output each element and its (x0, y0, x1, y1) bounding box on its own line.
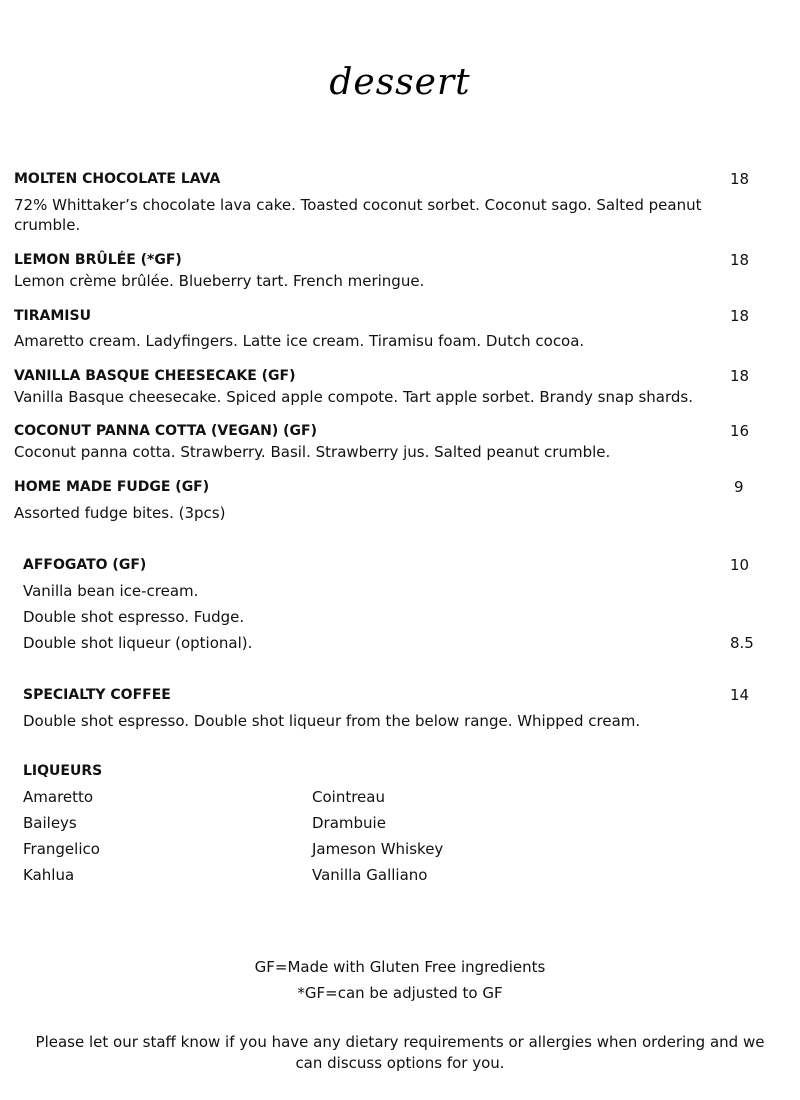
item-price: 18 (730, 170, 750, 188)
gf-note: GF=Made with Gluten Free ingredients (254, 958, 546, 976)
item-price: 18 (730, 367, 750, 385)
dietary-note: Please let our staff know if you have any dietary requirements or allergies when ordering and we can discuss options for you. (35, 1033, 765, 1072)
item-name: VANILLA BASQUE CHEESECAKE (GF) (14, 368, 296, 384)
item-description: 72% Whittaker’s chocolate lava cake. Toasted coconut sorbet. Coconut sago. Salted peanut crumble. (14, 196, 702, 234)
item-name: LEMON BRÛLÉE (*GF) (14, 252, 182, 268)
item-name: HOME MADE FUDGE (GF) (14, 479, 210, 495)
item-price: 9 (734, 478, 744, 496)
item-name: TIRAMISU (14, 308, 91, 324)
liqueur-item: Baileys (23, 814, 77, 832)
specialty-coffee-name: SPECIALTY COFFEE (23, 687, 171, 703)
item-price: 18 (730, 251, 750, 269)
item-description: Lemon crème brûlée. Blueberry tart. French meringue. (14, 272, 425, 290)
item-name: COCONUT PANNA COTTA (VEGAN) (GF) (14, 423, 317, 439)
liqueur-item: Amaretto (23, 788, 94, 806)
item-description: Amaretto cream. Ladyfingers. Latte ice cream. Tiramisu foam. Dutch cocoa. (14, 332, 585, 350)
specialty-coffee-price: 14 (730, 686, 750, 704)
specialty-coffee-description: Double shot espresso. Double shot liqueur from the below range. Whipped cream. (23, 712, 641, 730)
affogato-line: Double shot liqueur (optional). (23, 634, 253, 652)
item-price: 16 (730, 422, 750, 440)
liqueur-item: Kahlua (23, 866, 75, 884)
item-description: Vanilla Basque cheesecake. Spiced apple compote. Tart apple sorbet. Brandy snap shards. (14, 388, 694, 406)
liqueur-item: Vanilla Galliano (312, 866, 428, 884)
affogato-name: AFFOGATO (GF) (23, 557, 147, 573)
item-name: MOLTEN CHOCOLATE LAVA (14, 171, 221, 187)
item-price: 18 (730, 307, 750, 325)
item-description: Coconut panna cotta. Strawberry. Basil. Strawberry jus. Salted peanut crumble. (14, 443, 611, 461)
affogato-price: 10 (730, 556, 750, 574)
liqueur-item: Frangelico (23, 840, 100, 858)
liqueur-item: Cointreau (312, 788, 385, 806)
affogato-line: Double shot espresso. Fudge. (23, 608, 245, 626)
affogato-line: Vanilla bean ice-cream. (23, 582, 199, 600)
liqueurs-heading: LIQUEURS (23, 763, 103, 779)
item-description: Assorted fudge bites. (3pcs) (14, 504, 226, 522)
affogato-liqueur-price: 8.5 (730, 634, 754, 652)
liqueur-item: Drambuie (312, 814, 386, 832)
menu-title: dessert (329, 62, 471, 103)
liqueur-item: Jameson Whiskey (312, 840, 444, 858)
adjust-note: *GF=can be adjusted to GF (297, 984, 503, 1002)
